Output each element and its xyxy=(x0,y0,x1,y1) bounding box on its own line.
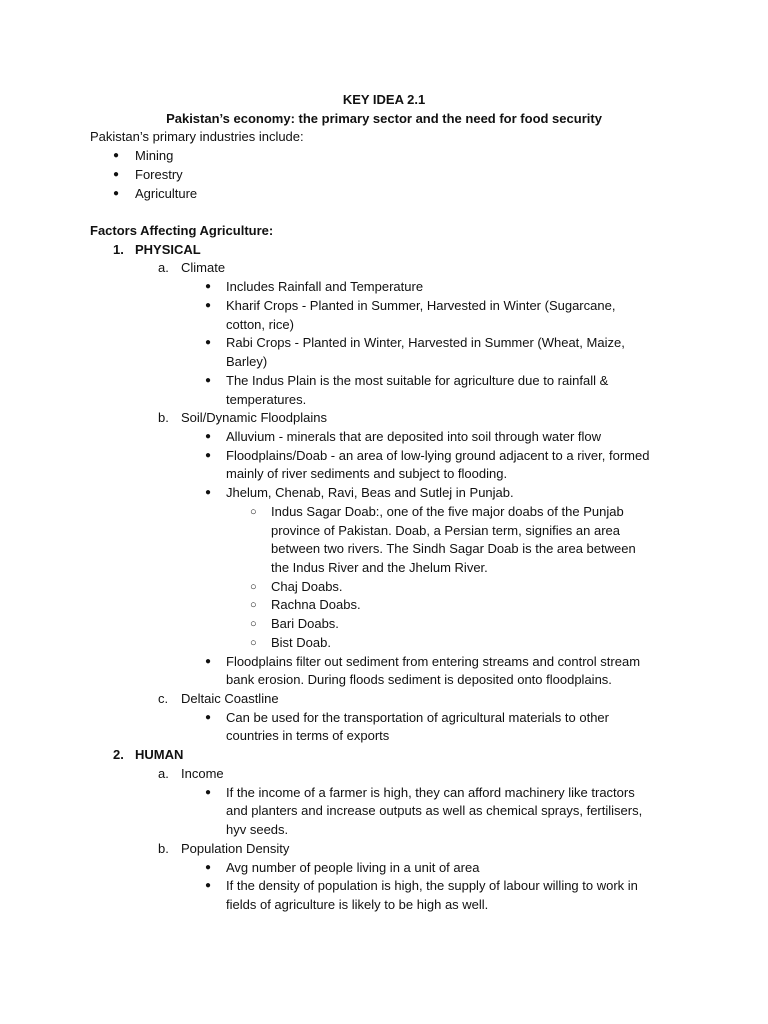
soil-letter: b. xyxy=(158,410,169,426)
soil-label: Soil/Dynamic Floodplains xyxy=(181,410,327,426)
population-point: If the density of population is high, the supply of labour willing to work in xyxy=(226,878,638,894)
industry-item: Agriculture xyxy=(135,185,198,201)
doab-item-marker: ○ xyxy=(250,599,257,612)
industry-item: Forestry xyxy=(135,166,183,182)
document-title: KEY IDEA 2.1 xyxy=(342,92,426,107)
climate-point-marker: ● xyxy=(205,337,212,349)
coast-point: countries in terms of exports xyxy=(226,728,390,744)
bullet-icon: ● xyxy=(113,187,120,199)
doab-item: province of Pakistan. Doab, a Persian term, signifies an area xyxy=(271,522,621,538)
section-physical-label: PHYSICAL xyxy=(135,241,201,257)
income-point: and planters and increase outputs as well as chemical sprays, fertilisers, xyxy=(226,803,643,819)
coast-point: Can be used for the transportation of agricultural materials to other xyxy=(226,709,609,725)
population-point: Avg number of people living in a unit of area xyxy=(226,859,480,875)
doab-item-marker: ○ xyxy=(250,618,257,631)
climate-point: Kharif Crops - Planted in Summer, Harvested in Winter (Sugarcane, xyxy=(226,297,616,313)
income-point: hyv seeds. xyxy=(226,822,289,838)
climate-letter: a. xyxy=(158,260,169,276)
industry-item: Mining xyxy=(135,148,174,164)
soil-point: Alluvium - minerals that are deposited into soil through water flow xyxy=(226,428,602,444)
doab-item: between two rivers. The Sindh Sagar Doab is the area between xyxy=(271,541,636,557)
income-label: Income xyxy=(181,765,224,781)
climate-point-marker: ● xyxy=(205,281,212,293)
section-human-label: HUMAN xyxy=(135,747,184,763)
climate-label: Climate xyxy=(181,260,226,276)
doab-item: Indus Sagar Doab:, one of the five major doabs of the Punjab xyxy=(271,503,624,519)
doab-item: Rachna Doabs. xyxy=(271,597,361,613)
soil-point-marker: ● xyxy=(205,655,212,667)
soil-point: bank erosion. During floods sediment is deposited onto floodplains. xyxy=(226,672,612,688)
population-letter: b. xyxy=(158,840,169,856)
soil-point-marker: ● xyxy=(205,487,212,499)
soil-point: Floodplains filter out sediment from entering streams and control stream xyxy=(226,653,641,669)
population-point: fields of agriculture is likely to be high as well. xyxy=(226,896,489,912)
intro-text: Pakistan’s primary industries include: xyxy=(90,129,304,145)
climate-point: The Indus Plain is the most suitable for agriculture due to rainfall & xyxy=(226,372,609,388)
income-point-marker: ● xyxy=(205,786,212,798)
climate-point-marker: ● xyxy=(205,299,212,311)
bullet-icon: ● xyxy=(113,168,120,180)
coast-point-marker: ● xyxy=(205,711,212,723)
climate-point: temperatures. xyxy=(226,391,307,407)
doab-item: Chaj Doabs. xyxy=(271,578,343,594)
doab-item-marker: ○ xyxy=(250,505,257,518)
coast-label: Deltaic Coastline xyxy=(181,691,279,707)
climate-point-marker: ● xyxy=(205,374,212,386)
soil-point: mainly of river sediments and subject to flooding. xyxy=(226,466,508,482)
doab-item: Bist Doab. xyxy=(271,634,331,650)
population-point-marker: ● xyxy=(205,880,212,892)
soil-point-marker: ● xyxy=(205,430,212,442)
doab-item-marker: ○ xyxy=(250,636,257,649)
doab-item-marker: ○ xyxy=(250,580,257,593)
section-human-number: 2. xyxy=(113,747,124,763)
population-point-marker: ● xyxy=(205,861,212,873)
doab-item: Bari Doabs. xyxy=(271,616,339,632)
doab-item: the Indus River and the Jhelum River. xyxy=(271,560,488,575)
soil-point-marker: ● xyxy=(205,449,212,461)
soil-point: Jhelum, Chenab, Ravi, Beas and Sutlej in Punjab. xyxy=(226,485,514,501)
bullet-icon: ● xyxy=(113,150,120,162)
coast-letter: c. xyxy=(158,691,169,707)
climate-point: Barley) xyxy=(226,354,268,370)
climate-point: cotton, rice) xyxy=(226,316,294,332)
income-letter: a. xyxy=(158,765,169,781)
income-point: If the income of a farmer is high, they can afford machinery like tractors xyxy=(226,784,635,800)
population-label: Population Density xyxy=(181,840,290,856)
document-subtitle: Pakistan’s economy: the primary sector and the need for food security xyxy=(166,110,602,126)
factors-heading: Factors Affecting Agriculture: xyxy=(90,223,274,239)
climate-point: Rabi Crops - Planted in Winter, Harvested in Summer (Wheat, Maize, xyxy=(226,335,625,351)
climate-point: Includes Rainfall and Temperature xyxy=(226,279,424,295)
section-physical-number: 1. xyxy=(113,241,124,257)
soil-point: Floodplains/Doab - an area of low-lying ground adjacent to a river, formed xyxy=(226,447,650,463)
